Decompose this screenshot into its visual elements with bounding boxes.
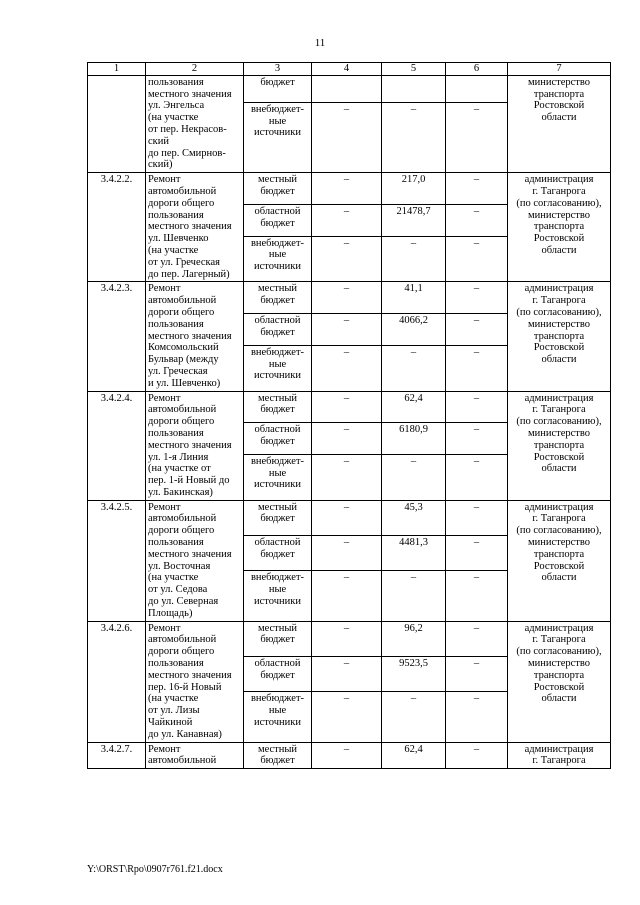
funding-source-cell: областной бюджет	[244, 535, 312, 570]
funding-source-cell: бюджет	[244, 75, 312, 102]
amount-cell: –	[312, 282, 382, 314]
table-row	[88, 621, 611, 656]
funding-source-cell: местный бюджет	[244, 173, 312, 205]
amount-cell: –	[312, 204, 382, 236]
activity-name-cell: Ремонт автомобильной дороги общего пользования местного значения Комсомольский Бульвар (между ул. Греческая и ул. Шевченко)	[146, 282, 244, 391]
amount-cell: –	[446, 102, 508, 172]
executor-cell: администрация г. Таганрога (по согласованию), министерство транспорта Ростовской области	[508, 621, 611, 742]
funding-source-cell: внебюджет- ные источники	[244, 454, 312, 500]
amount-cell: –	[312, 314, 382, 346]
funding-source-cell: областной бюджет	[244, 314, 312, 346]
amount-cell: –	[446, 423, 508, 455]
file-path-footer: Y:\ORST\Rpo\0907r761.f21.docx	[87, 864, 223, 875]
amount-cell: –	[446, 204, 508, 236]
amount-cell	[446, 75, 508, 102]
amount-cell: –	[312, 391, 382, 423]
amount-cell: –	[446, 570, 508, 621]
column-number-header: 7	[508, 63, 611, 76]
amount-cell: –	[312, 236, 382, 282]
activity-name-cell: Ремонт автомобильной дороги общего пользования местного значения ул. Восточная (на участке от ул. Седова до ул. Северная Площадь)	[146, 500, 244, 621]
amount-cell: –	[446, 345, 508, 391]
amount-cell	[382, 75, 446, 102]
column-number-header: 2	[146, 63, 244, 76]
executor-cell: администрация г. Таганрога (по согласованию), министерство транспорта Ростовской области	[508, 173, 611, 282]
funding-source-cell: внебюджет- ные источники	[244, 691, 312, 742]
table-row	[88, 282, 611, 314]
item-number-cell	[88, 75, 146, 172]
executor-cell: министерство транспорта Ростовской области	[508, 75, 611, 172]
executor-cell: администрация г. Таганрога (по согласованию), министерство транспорта Ростовской области	[508, 500, 611, 621]
activity-name-cell: Ремонт автомобильной дороги общего пользования местного значения ул. 1-я Линия (на участке от пер. 1-й Новый до ул. Бакинская)	[146, 391, 244, 500]
amount-cell: –	[446, 500, 508, 535]
item-number-cell: 3.4.2.3.	[88, 282, 146, 391]
page-number: 11	[314, 37, 326, 49]
amount-cell: 4481,3	[382, 535, 446, 570]
amount-cell: –	[312, 345, 382, 391]
amount-cell: –	[312, 691, 382, 742]
amount-cell: 62,4	[382, 742, 446, 769]
amount-cell: –	[312, 500, 382, 535]
amount-cell	[312, 75, 382, 102]
funding-source-cell: местный бюджет	[244, 621, 312, 656]
amount-cell: –	[446, 454, 508, 500]
amount-cell: 96,2	[382, 621, 446, 656]
amount-cell: 6180,9	[382, 423, 446, 455]
amount-cell: –	[312, 454, 382, 500]
amount-cell: –	[382, 454, 446, 500]
amount-cell: –	[382, 102, 446, 172]
item-number-cell: 3.4.2.7.	[88, 742, 146, 769]
amount-cell: –	[446, 282, 508, 314]
funding-source-cell: местный бюджет	[244, 282, 312, 314]
amount-cell: –	[382, 570, 446, 621]
funding-source-cell: внебюджет- ные источники	[244, 236, 312, 282]
amount-cell: –	[446, 742, 508, 769]
amount-cell: –	[446, 656, 508, 691]
amount-cell: –	[382, 236, 446, 282]
amount-cell: 62,4	[382, 391, 446, 423]
amount-cell: –	[312, 102, 382, 172]
executor-cell: администрация г. Таганрога (по согласованию), министерство транспорта Ростовской области	[508, 391, 611, 500]
program-table	[87, 62, 611, 769]
amount-cell: 9523,5	[382, 656, 446, 691]
amount-cell: –	[312, 656, 382, 691]
funding-source-cell: областной бюджет	[244, 656, 312, 691]
column-number-header: 4	[312, 63, 382, 76]
table-row	[88, 391, 611, 423]
funding-source-cell: внебюджет- ные источники	[244, 102, 312, 172]
amount-cell: 4066,2	[382, 314, 446, 346]
amount-cell: –	[312, 570, 382, 621]
amount-cell: 217,0	[382, 173, 446, 205]
item-number-cell: 3.4.2.5.	[88, 500, 146, 621]
amount-cell: –	[382, 691, 446, 742]
item-number-cell: 3.4.2.6.	[88, 621, 146, 742]
funding-source-cell: местный бюджет	[244, 391, 312, 423]
table-row	[88, 742, 611, 769]
activity-name-cell: Ремонт автомобильной дороги общего пользования местного значения пер. 16-й Новый (на участке от ул. Лизы Чайкиной до ул. Канавная)	[146, 621, 244, 742]
executor-cell: администрация г. Таганрога	[508, 742, 611, 769]
table-row	[88, 75, 611, 102]
table-row	[88, 173, 611, 205]
funding-source-cell: областной бюджет	[244, 423, 312, 455]
funding-source-cell: областной бюджет	[244, 204, 312, 236]
amount-cell: –	[446, 391, 508, 423]
amount-cell: –	[446, 314, 508, 346]
column-number-header: 1	[88, 63, 146, 76]
activity-name-cell: пользования местного значения ул. Энгельса (на участке от пер. Некрасов- ский до пер. Смирнов- ский)	[146, 75, 244, 172]
amount-cell: –	[446, 621, 508, 656]
amount-cell: –	[312, 621, 382, 656]
amount-cell: –	[446, 535, 508, 570]
funding-source-cell: местный бюджет	[244, 742, 312, 769]
item-number-cell: 3.4.2.4.	[88, 391, 146, 500]
column-number-header: 5	[382, 63, 446, 76]
amount-cell: 41,1	[382, 282, 446, 314]
amount-cell: –	[312, 173, 382, 205]
header-row	[88, 63, 611, 76]
amount-cell: –	[382, 345, 446, 391]
amount-cell: –	[446, 691, 508, 742]
column-number-header: 3	[244, 63, 312, 76]
amount-cell: 45,3	[382, 500, 446, 535]
amount-cell: –	[312, 535, 382, 570]
amount-cell: –	[446, 236, 508, 282]
amount-cell: –	[446, 173, 508, 205]
executor-cell: администрация г. Таганрога (по согласованию), министерство транспорта Ростовской области	[508, 282, 611, 391]
activity-name-cell: Ремонт автомобильной дороги общего пользования местного значения ул. Шевченко (на участке от ул. Греческая до пер. Лагерный)	[146, 173, 244, 282]
amount-cell: –	[312, 423, 382, 455]
funding-source-cell: местный бюджет	[244, 500, 312, 535]
column-number-header: 6	[446, 63, 508, 76]
amount-cell: –	[312, 742, 382, 769]
table-row	[88, 500, 611, 535]
funding-source-cell: внебюджет- ные источники	[244, 570, 312, 621]
activity-name-cell: Ремонт автомобильной	[146, 742, 244, 769]
item-number-cell: 3.4.2.2.	[88, 173, 146, 282]
funding-source-cell: внебюджет- ные источники	[244, 345, 312, 391]
amount-cell: 21478,7	[382, 204, 446, 236]
